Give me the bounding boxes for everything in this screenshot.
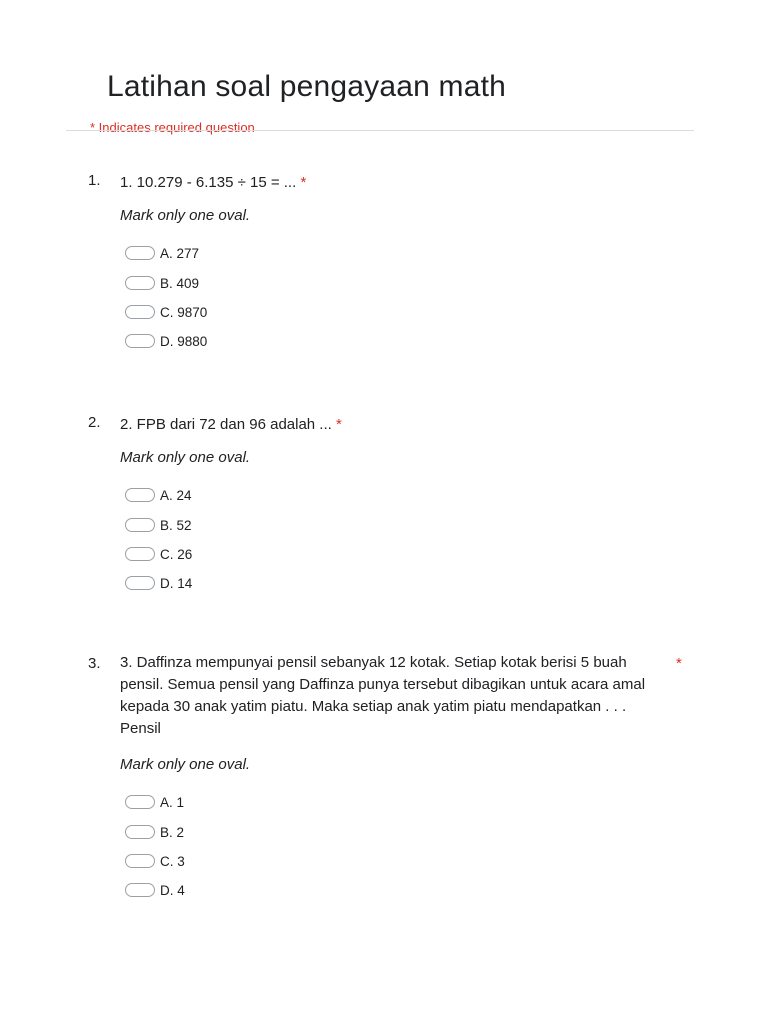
question-text: 3. Daffinza mempunyai pensil sebanyak 12 kotak. Setiap kotak berisi 5 buah pensil. Semua pensil yang Daffinza punya tersebut dibagikan untuk acara amal kepada 30 anak yatim piatu. Maka setiap anak yatim piatu mendapatkan . . . Pensil [120, 654, 646, 737]
option-label: D. 9880 [160, 333, 208, 349]
question-text [120, 414, 665, 436]
form-title: Latihan soal pengayaan math [107, 70, 507, 103]
required-star: * [335, 416, 342, 433]
question-instruction: Mark only one oval. [120, 756, 251, 773]
option-label: B. 52 [160, 517, 192, 533]
option-d[interactable] [125, 573, 192, 593]
title-divider [66, 130, 694, 131]
option-b[interactable] [125, 273, 199, 293]
radio-oval[interactable] [125, 883, 155, 897]
option-label: A. 1 [160, 794, 185, 810]
option-label: D. 4 [160, 882, 185, 898]
option-label: D. 14 [160, 575, 193, 591]
option-label: A. 24 [160, 487, 192, 503]
question-text-content: 2. FPB dari 72 dan 96 adalah ... [120, 416, 332, 433]
radio-oval[interactable] [125, 488, 155, 502]
option-label: A. 277 [160, 245, 200, 261]
radio-oval[interactable] [125, 276, 155, 290]
radio-oval[interactable] [125, 334, 155, 348]
option-label: B. 409 [160, 275, 200, 291]
question-text-content: 1. 10.279 - 6.135 ÷ 15 = ... [120, 174, 297, 191]
option-b[interactable] [125, 822, 184, 842]
question-instruction: Mark only one oval. [120, 207, 251, 224]
question-number: 2. [88, 414, 101, 431]
option-a[interactable] [125, 485, 192, 505]
question-number: 1. [88, 172, 101, 189]
option-a[interactable] [125, 792, 184, 812]
radio-oval[interactable] [125, 518, 155, 532]
radio-oval[interactable] [125, 795, 155, 809]
option-b[interactable] [125, 515, 192, 535]
option-c[interactable] [125, 302, 207, 322]
radio-oval[interactable] [125, 547, 155, 561]
radio-oval[interactable] [125, 305, 155, 319]
required-note: * Indicates required question [90, 120, 255, 135]
option-label: C. 26 [160, 546, 193, 562]
question-instruction: Mark only one oval. [120, 449, 251, 466]
radio-oval[interactable] [125, 246, 155, 260]
option-d[interactable] [125, 331, 207, 351]
option-label: B. 2 [160, 824, 185, 840]
radio-oval[interactable] [125, 825, 155, 839]
option-label: C. 9870 [160, 304, 208, 320]
option-a[interactable] [125, 243, 199, 263]
radio-oval[interactable] [125, 854, 155, 868]
option-d[interactable] [125, 880, 185, 900]
radio-oval[interactable] [125, 576, 155, 590]
option-label: C. 3 [160, 853, 185, 869]
option-c[interactable] [125, 544, 192, 564]
option-c[interactable] [125, 851, 185, 871]
question-number: 3. [88, 655, 101, 672]
required-star: * [676, 655, 682, 672]
question-text [120, 172, 665, 194]
required-star: * [300, 174, 307, 191]
